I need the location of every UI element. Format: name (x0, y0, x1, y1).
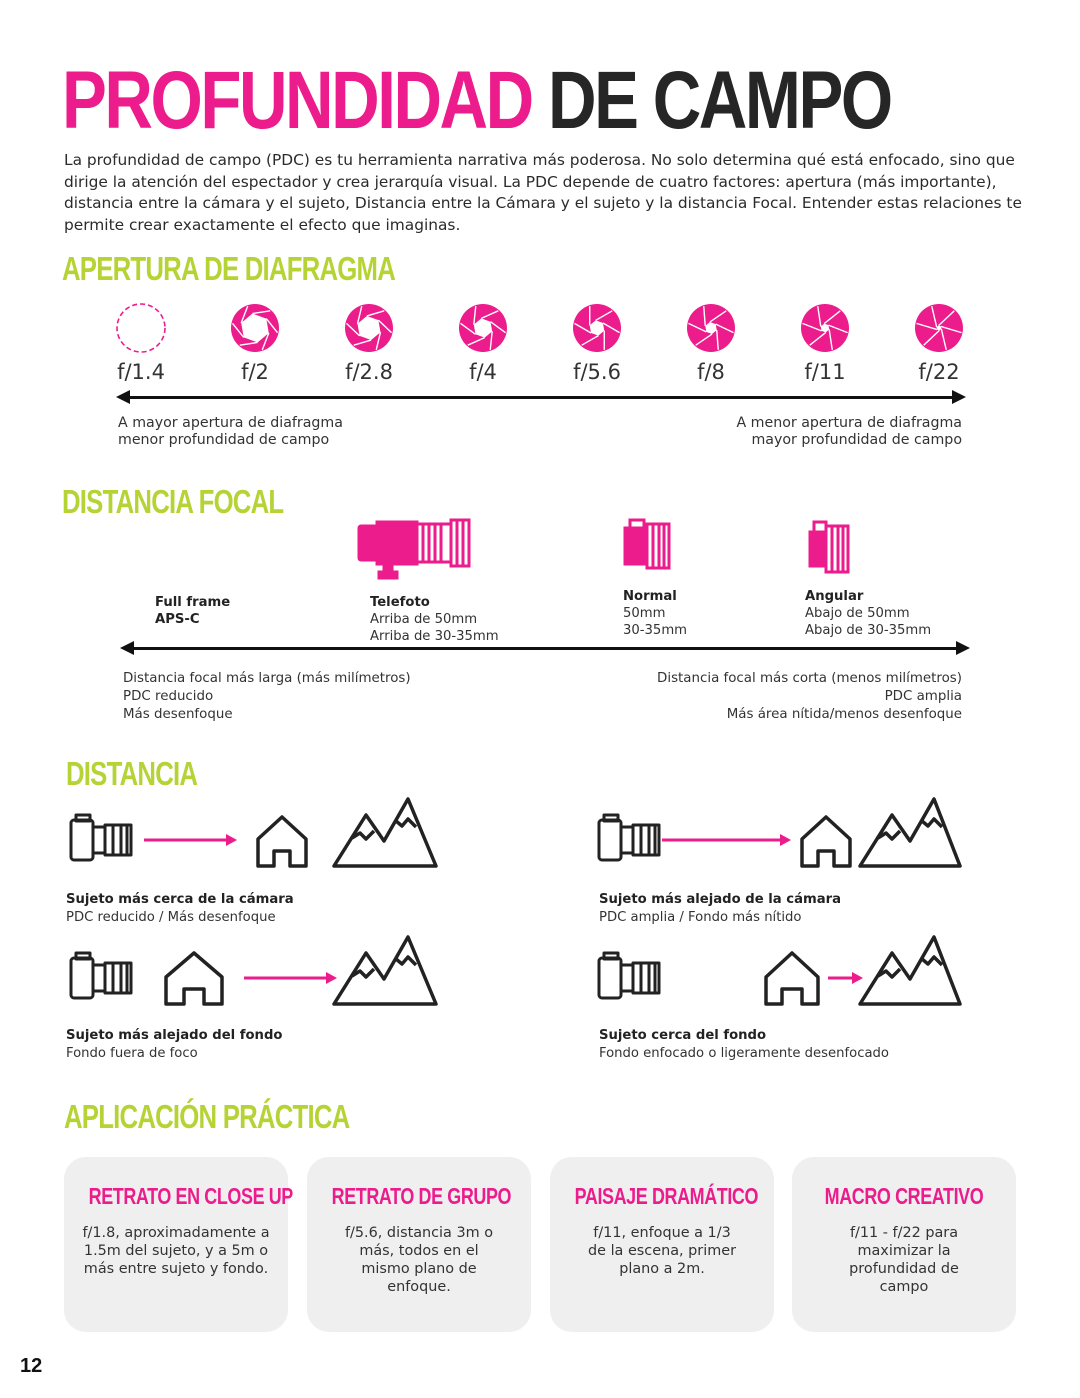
distance-caption-4: Sujeto cerca del fondo Fondo enfocado o ligeramente desenfocado (599, 1028, 889, 1061)
aperture-note-right: A menor apertura de diafragma mayor profundidad de campo (736, 415, 962, 448)
aperture-icon (571, 302, 623, 354)
distance-scene-1 (66, 795, 446, 875)
aperture-label: f/5.6 (573, 360, 621, 384)
mountains-icon (334, 799, 436, 866)
practice-card (550, 1157, 774, 1332)
aperture-stop (671, 302, 751, 384)
card-body: f/11 - f/22 para maximizar la profundidad de campo (849, 1225, 959, 1295)
house-icon (166, 953, 222, 1004)
normal-lens-icon (622, 518, 672, 574)
aperture-heading: APERTURA DE DIAFRAGMA (62, 250, 396, 287)
mountains-icon (334, 937, 436, 1004)
aperture-stop (899, 302, 979, 384)
camera-icon (71, 953, 131, 998)
aperture-stop (557, 302, 637, 384)
aperture-icon (799, 302, 851, 354)
aperture-stop (329, 302, 409, 384)
aperture-double-arrow (120, 396, 962, 399)
telephoto-lens-icon (356, 518, 472, 582)
card-body: f/1.8, aproximadamente a 1.5m del sujeto, y a 5m o más entre sujeto y fondo. (82, 1225, 270, 1277)
focal-heading: DISTANCIA FOCAL (62, 483, 284, 520)
aperture-label: f/2.8 (345, 360, 393, 384)
arrow-icon (244, 972, 337, 984)
distance-caption-2: Sujeto más alejado de la cámara PDC amplia / Fondo más nítido (599, 892, 842, 925)
camera-icon (71, 815, 131, 860)
aperture-stop (215, 302, 295, 384)
camera-icon (599, 815, 659, 860)
aperture-stop (785, 302, 865, 384)
house-icon (802, 817, 850, 866)
card-title: MACRO CREATIVO (824, 1183, 984, 1209)
aperture-note-left: A mayor apertura de diafragma menor profundidad de campo (118, 415, 343, 448)
focal-note-right: Distancia focal más corta (menos milímetros) PDC amplia Más área nítida/menos desenfoque (657, 671, 962, 722)
wide-angle-label: Angular Abajo de 50mm Abajo de 30-35mm (805, 589, 932, 638)
page-title (62, 55, 891, 146)
card-title: RETRATO DE GRUPO (331, 1183, 512, 1209)
aperture-label: f/2 (241, 360, 269, 384)
arrow-icon (662, 834, 791, 846)
mountains-icon (860, 937, 960, 1004)
practice-card (792, 1157, 1016, 1332)
card-body: f/5.6, distancia 3m o más, todos en el mismo plano de enfoque. (344, 1225, 494, 1295)
title-dark: DE CAMPO (547, 55, 891, 146)
aperture-icon (229, 302, 281, 354)
distance-caption-3: Sujeto más alejado del fondo Fondo fuera de foco (66, 1028, 283, 1061)
distance-scene-4 (594, 933, 974, 1013)
arrow-icon (144, 834, 237, 846)
fullframe-label: Full frame APS-C (155, 595, 231, 627)
distance-scene-3 (66, 933, 446, 1013)
page-number: 12 (20, 1355, 43, 1377)
distance-scene-2 (594, 795, 974, 875)
aperture-icon (457, 302, 509, 354)
aperture-label: f/8 (697, 360, 725, 384)
aperture-icon (115, 302, 167, 354)
aperture-stop (443, 302, 523, 384)
title-pink: PROFUNDIDAD (62, 55, 532, 146)
aperture-label: f/11 (804, 360, 846, 384)
intro-paragraph: La profundidad de campo (PDC) es tu herramienta narrativa más poderosa. No solo determina qué está enfocado, sino que dirige la atención del espectador y crea jerarquía visual. La PDC depende de cuatro factores: apertura (más importante), distancia entre la cámara y el sujeto, Distancia entre la Cámara y el sujeto y la distancia Focal. Entender estas relaciones te permite crear exactamente el efecto que imaginas. (64, 151, 1022, 234)
aperture-icon (343, 302, 395, 354)
normal-label: Normal 50mm 30-35mm (623, 589, 688, 638)
focal-note-left: Distancia focal más larga (más milímetros) PDC reducido Más desenfoque (123, 671, 411, 722)
house-icon (258, 817, 306, 866)
card-body: f/11, enfoque a 1/3 de la escena, primer plano a 2m. (588, 1225, 736, 1277)
aperture-label: f/22 (918, 360, 960, 384)
distance-heading: DISTANCIA (66, 755, 198, 792)
camera-icon (599, 953, 659, 998)
focal-double-arrow (124, 647, 966, 650)
telephoto-label: Telefoto Arriba de 50mm Arriba de 30-35mm (370, 595, 499, 644)
mountains-icon (860, 799, 960, 866)
arrow-icon (828, 972, 863, 984)
aperture-label: f/1.4 (117, 360, 165, 384)
practice-heading: APLICACIÓN PRÁCTICA (64, 1098, 350, 1135)
practice-card (64, 1157, 293, 1332)
house-icon (766, 953, 818, 1004)
aperture-stop (101, 302, 181, 384)
practice-card (307, 1157, 531, 1332)
wide-angle-lens-icon (808, 518, 852, 578)
aperture-icon (913, 302, 965, 354)
distance-caption-1: Sujeto más cerca de la cámara PDC reducido / Más desenfoque (66, 892, 294, 925)
aperture-label: f/4 (469, 360, 497, 384)
card-title: PAISAJE DRAMÁTICO (574, 1183, 759, 1209)
aperture-icon (685, 302, 737, 354)
card-title: RETRATO EN CLOSE UP (88, 1183, 293, 1209)
